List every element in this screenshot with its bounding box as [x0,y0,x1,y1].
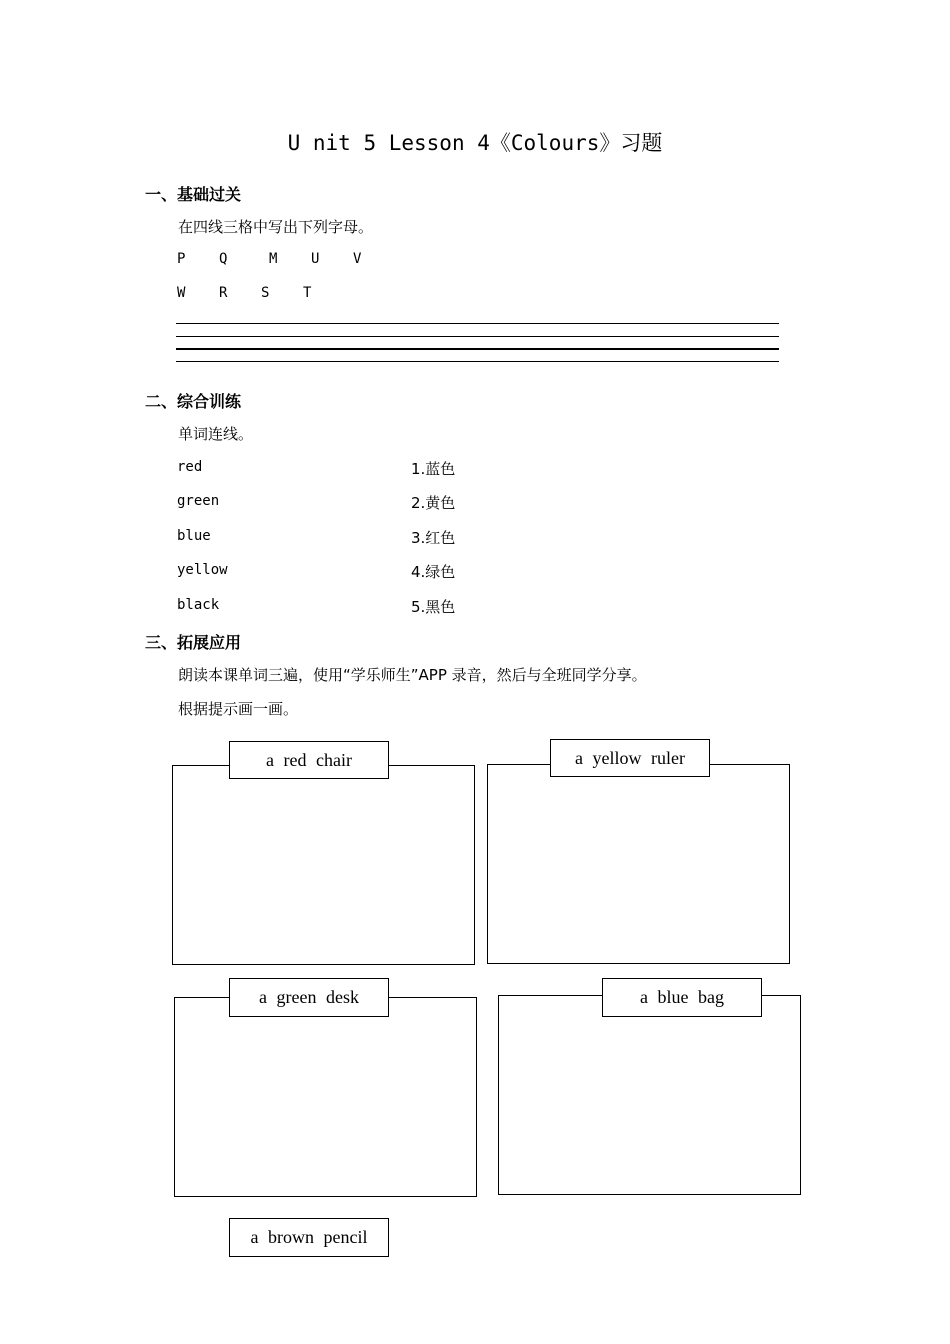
drawing-box-yellow-ruler[interactable] [487,764,790,964]
writing-line-3 [176,348,779,350]
english-word: yellow [177,562,228,578]
section-1-instruction: 在四线三格中写出下列字母。 [178,218,374,236]
label-green-desk: a green desk [229,978,389,1017]
letter: W [177,285,186,301]
chinese-word: 4.绿色 [411,563,456,581]
drawing-box-red-chair[interactable] [172,765,475,965]
label-yellow-ruler: a yellow ruler [550,739,710,777]
page-title: U nit 5 Lesson 4《Colours》习题 [287,131,663,155]
english-word: green [177,493,220,509]
english-word: red [177,459,203,475]
chinese-word: 2.黄色 [411,494,456,512]
chinese-word: 1.蓝色 [411,460,456,478]
section-3-line-2: 根据提示画一画。 [178,700,299,718]
label-brown-pencil: a brown pencil [229,1218,389,1257]
writing-line-4 [176,361,779,362]
drawing-box-green-desk[interactable] [174,997,477,1197]
letter: V [353,251,362,267]
section-3-heading: 三、拓展应用 [145,633,242,652]
english-word: black [177,597,220,613]
english-word: blue [177,528,211,544]
section-2-instruction: 单词连线。 [178,425,254,443]
drawing-box-blue-bag[interactable] [498,995,801,1195]
letter: T [303,285,312,301]
letter: M [269,251,278,267]
label-blue-bag: a blue bag [602,978,762,1017]
letter: U [311,251,320,267]
section-1-heading: 一、基础过关 [145,185,242,204]
section-2-heading: 二、综合训练 [145,392,242,411]
letter: S [261,285,270,301]
writing-line-1 [176,323,779,324]
letter: Q [219,251,228,267]
chinese-word: 3.红色 [411,529,456,547]
writing-line-2 [176,336,779,337]
section-3-line-1: 朗读本课单词三遍，使用“学乐师生”APP 录音，然后与全班同学分享。 [178,666,647,684]
letter: P [177,251,186,267]
letter: R [219,285,228,301]
chinese-word: 5.黑色 [411,598,456,616]
label-red-chair: a red chair [229,741,389,779]
